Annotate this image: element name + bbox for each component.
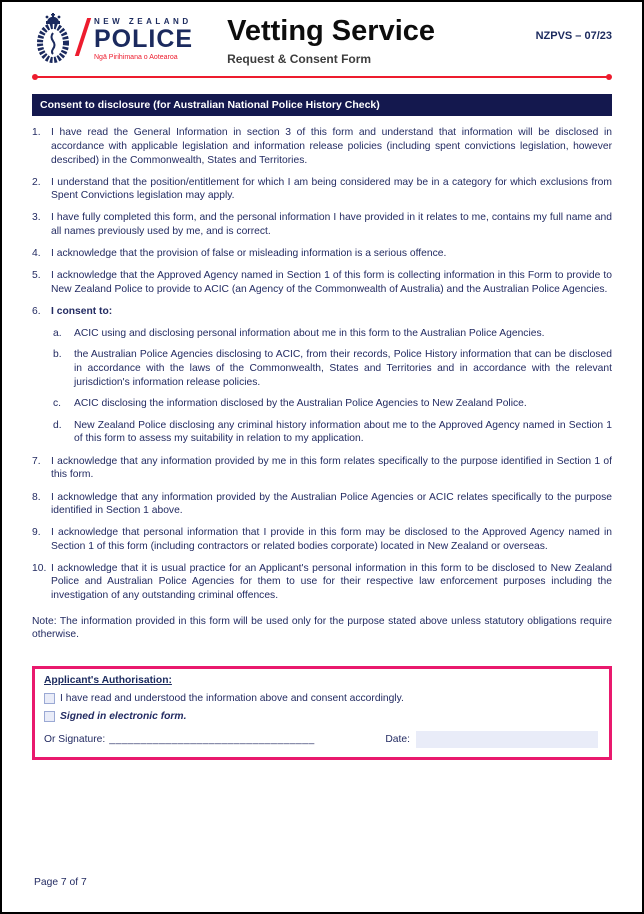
subitem-letter: b. [53, 349, 62, 361]
subitem-letter: d. [53, 419, 62, 431]
electronic-signature-checkbox[interactable] [44, 711, 55, 722]
item-text: I acknowledge that any information provided by the Australian Police Agencies or ACIC relates specifically to the purpose identified in Section 1 above. [51, 491, 612, 517]
consent-check-row [44, 693, 600, 704]
authorisation-heading: Applicant's Authorisation: [44, 674, 172, 686]
list-subitem [53, 348, 612, 389]
item-text: I acknowledge that the Approved Agency named in Section 1 of this form is collecting information in this Form to provide to New Zealand Police to provide to ACIC (an Agency of the Commonwealth of Australia) and the Australian Police Agencies. [51, 270, 612, 295]
date-label: Date: [385, 733, 410, 745]
list-item [32, 126, 612, 167]
subitem-text: New Zealand Police disclosing any criminal history information about me to the Approved Agency named in Section 1 of this form to assess my suitability in relation to my application. [74, 419, 612, 445]
header [32, 12, 612, 66]
list-item [32, 211, 612, 238]
list-item [32, 455, 612, 482]
item-text: I consent to: [51, 305, 113, 317]
form-ref-code: NZPVS – 07/23 [535, 30, 612, 42]
list-item [32, 491, 612, 518]
signature-label: Or Signature: [44, 733, 106, 745]
logo-red-slash-icon [75, 18, 91, 56]
list-subitem [53, 327, 612, 341]
nz-police-logo [32, 12, 193, 64]
item-text: I have read the General Information in section 3 of this form and understand that information will be disclosed in accordance with applicable legislation and information release policies (including spent convictions legislation, however described) in the Commonwealth, States and Territories. [51, 127, 612, 166]
item-number: 1. [32, 127, 41, 139]
list-item [32, 562, 612, 603]
list-item [32, 305, 612, 319]
item-number: 10. [32, 562, 47, 574]
list-item [32, 247, 612, 261]
list-item [32, 269, 612, 296]
page-subtitle: Request & Consent Form [227, 51, 372, 66]
logo-country-text: NEW ZEALAND [94, 17, 192, 26]
logo-maori-text: Ngā Pirihimana o Aotearoa [94, 54, 178, 61]
electronic-check-row [44, 711, 600, 722]
applicant-authorisation-box [32, 666, 612, 760]
consent-list [32, 126, 612, 602]
consent-checkbox-label: I have read and understood the information above and consent accordingly. [60, 692, 404, 704]
list-subitem [53, 397, 612, 411]
title-block [227, 12, 435, 66]
item-number: 5. [32, 270, 41, 282]
consent-subitems [32, 327, 612, 446]
electronic-signature-label: Signed in electronic form. [60, 710, 187, 722]
list-subitem [53, 419, 612, 446]
item-text: I have fully completed this form, and the personal information I have provided in it relates to me, contains my full name and all names previously used by me, and is correct. [51, 212, 612, 237]
subitem-letter: a. [53, 327, 62, 339]
consent-checkbox[interactable] [44, 693, 55, 704]
page-number: Page 7 of 7 [34, 877, 87, 888]
subitem-text: ACIC using and disclosing personal information about me in this form to the Australian Police Agencies. [74, 327, 545, 339]
subitem-letter: c. [53, 398, 62, 410]
logo-org-text: POLICE [94, 25, 194, 53]
item-number: 8. [32, 491, 41, 503]
date-area [385, 731, 598, 748]
date-field[interactable] [416, 731, 598, 748]
item-number: 7. [32, 455, 41, 467]
item-text: I acknowledge that the provision of false or misleading information is a serious offence. [51, 248, 447, 260]
note-text: Note: The information provided in this form will be used only for the purpose stated above unless statutory obligations require otherwise. [32, 615, 612, 641]
nz-police-crest-icon [32, 12, 74, 64]
signature-date-row [44, 731, 600, 748]
logo-text [94, 12, 193, 61]
page-title: Vetting Service [227, 15, 436, 47]
item-number: 4. [32, 248, 41, 260]
red-divider [34, 76, 610, 78]
item-text: I acknowledge that any information provided by me in this form relates specifically to the purpose identified in Section 1 of this form. [51, 455, 612, 481]
list-item [32, 176, 612, 203]
item-number: 6. [32, 305, 41, 317]
item-text: I understand that the position/entitlement for which I am being considered may be in a category for which exclusions from Spent Convictions legislation may apply. [51, 176, 612, 202]
signature-area [44, 734, 315, 745]
item-text: I acknowledge that personal information that I provide in this form may be disclosed to the Approved Agency named in Section 1 of this form (including contractors or related bodies corporate) located in New Zealand or overseas. [51, 527, 612, 552]
item-text: I acknowledge that it is usual practice for an Applicant's personal information in this form to be disclosed to New Zealand Police and Australian Police Agencies for them to use for their respective law enforcement purposes including the investigation of any outstanding criminal offences. [51, 562, 612, 602]
item-number: 9. [32, 527, 41, 539]
subitem-text: ACIC disclosing the information disclosed by the Australian Police Agencies to New Zealand Police. [74, 398, 527, 410]
item-number: 3. [32, 212, 41, 224]
list-item [32, 526, 612, 553]
signature-line[interactable]: _________________________________ [109, 733, 315, 745]
section-header-bar: Consent to disclosure (for Australian National Police History Check) [32, 94, 612, 117]
item-number: 2. [32, 176, 41, 188]
subitem-text: the Australian Police Agencies disclosing to ACIC, from their records, Police History information that can be disclosed in accordance with the laws of the Commonwealth, States and Territories and in accordance with the relevant jurisdiction's information release policies. [74, 349, 612, 388]
